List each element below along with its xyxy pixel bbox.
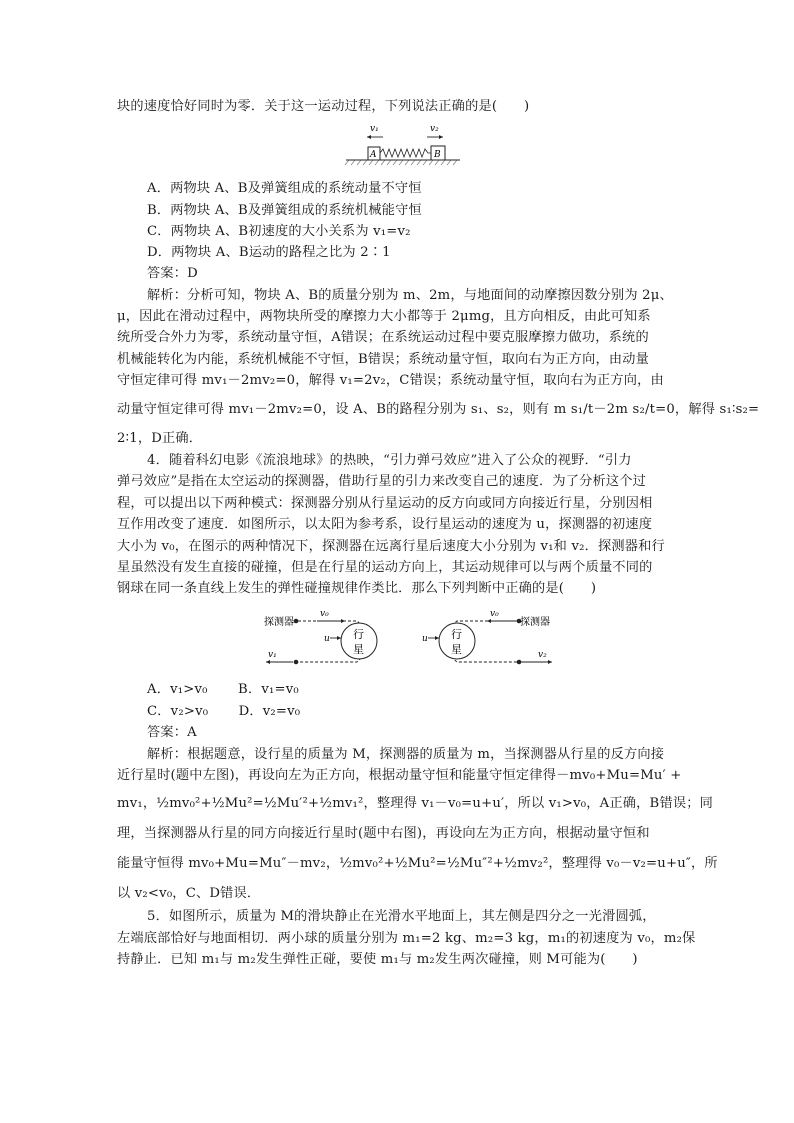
q4-options-row [147, 682, 299, 698]
q4-analysis-line: 能量守恒得 mv₀+Mu=Mu″－mv₂，½mv₀²+½Mu²=½Mu″²+½mv₂²，整理得 v₀－v₂=u+u″，所 [117, 856, 718, 871]
q4-stem-line: 星虽然没有发生直接的碰撞，但是在行星的运动方向上，其运动规律可以与两个质量不同的 [117, 560, 653, 575]
v1-label: v₁ [268, 650, 277, 660]
q4-figure-right [420, 603, 560, 673]
q4-option-b: B．v₁=v₀ [238, 682, 299, 697]
q3-analysis-line: 机械能转化为内能，系统机械能不守恒，B错误；系统动量守恒，取向右为正方向，由动量 [117, 352, 649, 367]
q3-analysis-line: 2∶1，D正确． [117, 431, 203, 446]
q4-answer: 答案：A [147, 725, 197, 740]
q4-option-c: C．v₂>v₀ [147, 704, 209, 719]
q4-analysis-line: mv₁，½mv₀²+½Mu²=½Mu′²+½mv₁²，整理得 v₁－v₀=u+u′，所以 v₁>v₀，A正确，B错误；同 [117, 796, 713, 811]
q4-stem-line: 4．随着科幻电影《流浪地球》的热映，“引力弹弓效应”进入了公众的视野．“引力 [147, 453, 632, 468]
q3-option-a: A．两物块 A、B及弹簧组成的系统动量不守恒 [147, 181, 422, 196]
v0-label: v₀ [320, 609, 329, 619]
q4-stem-line: 程，可以提出以下两种模式：探测器分别从行星运动的反方向或同方向接近行星，分别因相 [117, 496, 653, 511]
q4-stem-line: 互作用改变了速度．如图所示，以太阳为参考系，设行星运动的速度为 u，探测器的初速度 [117, 517, 653, 532]
block-a-label: A [370, 150, 377, 160]
u-label: u [324, 634, 330, 644]
q3-analysis-line: 解析：分析可知，物块 A、B的质量分别为 m、2m，与地面间的动摩擦因数分别为 2μ、 [147, 288, 673, 303]
q4-analysis-line: 解析：根据题意，设行星的质量为 M，探测器的质量为 m，当探测器从行星的反方向接 [147, 747, 665, 762]
q4-stem-line: 大小为 v₀，在图示的两种情况下，探测器在远离行星后速度大小分别为 v₁和 v₂．探测器和行 [117, 539, 665, 554]
q3-figure-blocks-spring [340, 120, 465, 168]
q3-option-b: B．两物块 A、B及弹簧组成的系统机械能守恒 [147, 203, 422, 218]
q3-analysis-line: 统所受合外力为零，系统动量守恒，A错误；在系统运动过程中要克服摩擦力做功，系统的 [117, 330, 649, 345]
v2-label: v₂ [538, 650, 547, 660]
q3-option-d: D．两物块 A、B运动的路程之比为 2∶1 [147, 245, 391, 260]
block-b-label: B [434, 150, 441, 160]
q4-stem-line: 弹弓效应”是指在太空运动的探测器，借助行星的引力来改变自己的速度．为了分析这个过 [117, 474, 647, 489]
q4-stem-line: 钢球在同一条直线上发生的弹性碰撞规律作类比．那么下列判断中正确的是( ) [117, 581, 597, 596]
q3-analysis-line: 守恒定律可得 mv₁－2mv₂=0，解得 v₁=2v₂，C错误；系统动量守恒，取向右为正方向，由 [117, 373, 664, 388]
planet-label: 星 [353, 643, 364, 656]
v0-label: v₀ [490, 609, 499, 619]
q4-option-a: A．v₁>v₀ [147, 682, 208, 697]
q3-analysis-line: μ，因此在滑动过程中，两物块所受的摩擦力大小都等于 2μmg，且方向相反，由此可知系 [117, 309, 651, 324]
q5-stem-line: 持静止．已知 m₁与 m₂发生弹性正碰，要使 m₁与 m₂发生两次碰撞，则 M可能为( ) [117, 952, 638, 967]
q4-analysis-line: 以 v₂<v₀，C、D错误． [117, 886, 261, 901]
q4-analysis-line: 理，当探测器从行星的同方向接近行星时(题中右图)，再设向左为正方向，根据动量守恒和 [117, 826, 650, 841]
planet-label: 星 [451, 643, 462, 656]
q3-figure-v2-label: v₂ [430, 124, 439, 134]
probe-label: 探测器 [520, 617, 550, 628]
q3-answer: 答案：D [147, 266, 198, 281]
q3-analysis-line: 动量守恒定律可得 mv₁－2mv₂=0，设 A、B的路程分别为 s₁、s₂，则有 m s₁/t－2m s₂/t=0，解得 s₁∶s₂= [117, 402, 760, 417]
spring [380, 149, 431, 157]
planet-label: 行 [353, 628, 364, 641]
q4-figure-left [262, 603, 392, 673]
q5-stem-line: 5．如图所示，质量为 M的滑块静止在光滑水平地面上，其左侧是四分之一光滑圆弧， [147, 909, 656, 924]
q3-figure-v1-label: v₁ [370, 124, 379, 134]
u-label: u [422, 634, 428, 644]
q3-option-c: C．两物块 A、B初速度的大小关系为 v₁=v₂ [147, 224, 411, 239]
q3-stem-tail: 块的速度恰好同时为零．关于这一运动过程，下列说法正确的是( ) [117, 99, 530, 114]
q4-option-d: D．v₂=v₀ [238, 704, 301, 719]
planet-label: 行 [451, 628, 462, 641]
q4-options-row [147, 704, 300, 720]
probe-label: 探测器 [264, 617, 294, 628]
q4-analysis-line: 近行星时(题中左图)，再设向左为正方向，根据动量守恒和能量守恒定律得－mv₀+Mu=Mu′ + [117, 768, 682, 783]
q5-stem-line: 左端底部恰好与地面相切．两小球的质量分别为 m₁=2 kg、m₂=3 kg，m₁的初速度为 v₀，m₂保 [117, 931, 696, 946]
